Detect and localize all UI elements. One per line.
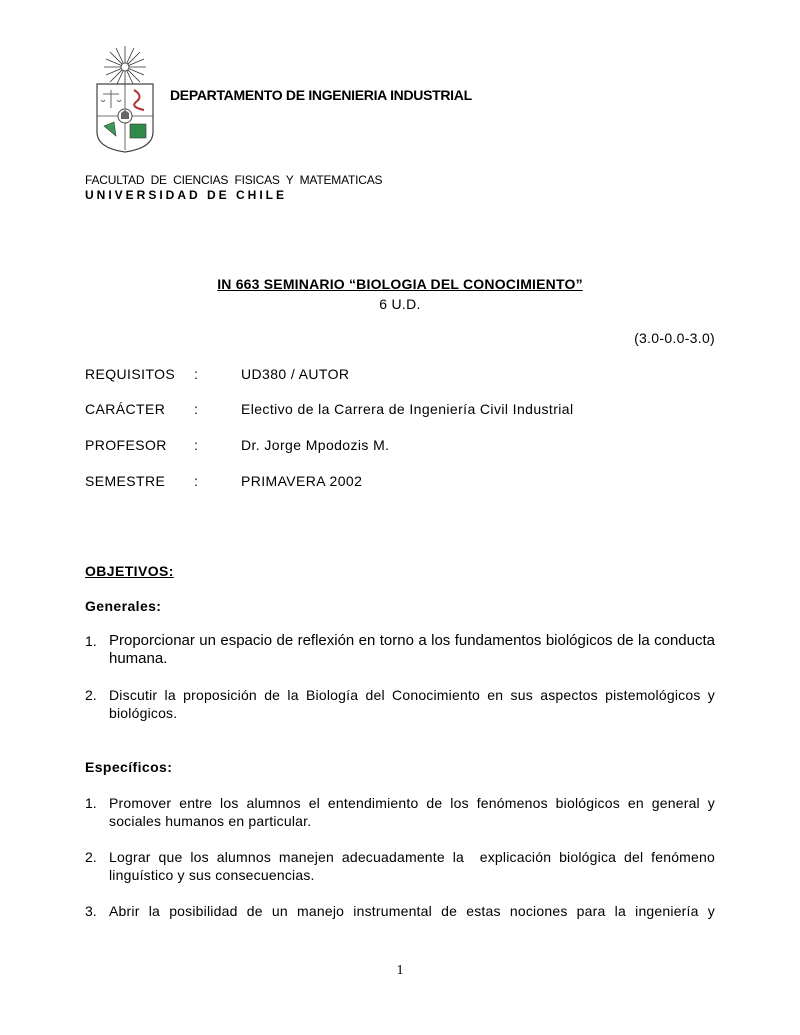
list-text: Promover entre los alumnos el entendimiento de los fenómenos biológicos en general y sociales humanos en particular.: [109, 795, 715, 829]
department-name: DEPARTAMENTO DE INGENIERIA INDUSTRIAL: [170, 87, 472, 103]
info-separator: :: [194, 437, 199, 453]
general-objective-item: [85, 686, 715, 722]
info-label: SEMESTRE: [85, 473, 166, 489]
info-value: Dr. Jorge Mpodozis M.: [241, 437, 390, 453]
specific-objective-item: [85, 848, 720, 884]
info-label: CARÁCTER: [85, 401, 166, 417]
course-title: IN 663 SEMINARIO “BIOLOGIA DEL CONOCIMIENTO”: [217, 276, 583, 292]
info-separator: :: [194, 401, 199, 417]
specific-objective-item: [85, 794, 715, 830]
info-label: PROFESOR: [85, 437, 167, 453]
list-number: 1.: [85, 633, 97, 649]
info-value: PRIMAVERA 2002: [241, 473, 363, 489]
list-number: 1.: [85, 795, 97, 811]
faculty-name: FACULTAD DE CIENCIAS FISICAS Y MATEMATICAS: [85, 173, 383, 187]
list-text: Abrir la posibilidad de un manejo instrumental de estas nociones para la ingeniería y: [109, 903, 715, 919]
general-objectives-heading: Generales:: [85, 598, 162, 614]
course-hours-code: (3.0-0.0-3.0): [634, 330, 715, 346]
general-objective-item: [85, 632, 715, 668]
specific-objectives-heading: Específicos:: [85, 759, 173, 775]
university-seal-logo: [94, 44, 156, 154]
course-units: 6 U.D.: [379, 296, 421, 312]
page-number: 1: [396, 963, 404, 978]
info-value: Electivo de la Carrera de Ingeniería Civil Industrial: [241, 401, 574, 417]
list-text: Discutir la proposición de la Biología del Conocimiento en sus aspectos pistemológicos y biológicos.: [109, 687, 715, 721]
list-number: 2.: [85, 687, 97, 703]
objectives-heading: OBJETIVOS:: [85, 563, 174, 579]
info-value: UD380 / AUTOR: [241, 366, 350, 382]
university-name: UNIVERSIDAD DE CHILE: [85, 188, 288, 202]
list-text: Proporcionar un espacio de reflexión en torno a los fundamentos biológicos de la conducta humana.: [109, 632, 715, 667]
specific-objective-item: [85, 902, 715, 920]
list-number: 2.: [85, 849, 97, 865]
list-text: Lograr que los alumnos manejen adecuadamente la explicación biológica del fenómeno linguístico y sus consecuencias.: [109, 849, 720, 883]
info-separator: :: [194, 366, 199, 382]
list-number: 3.: [85, 903, 97, 919]
info-separator: :: [194, 473, 199, 489]
info-label: REQUISITOS: [85, 366, 176, 382]
